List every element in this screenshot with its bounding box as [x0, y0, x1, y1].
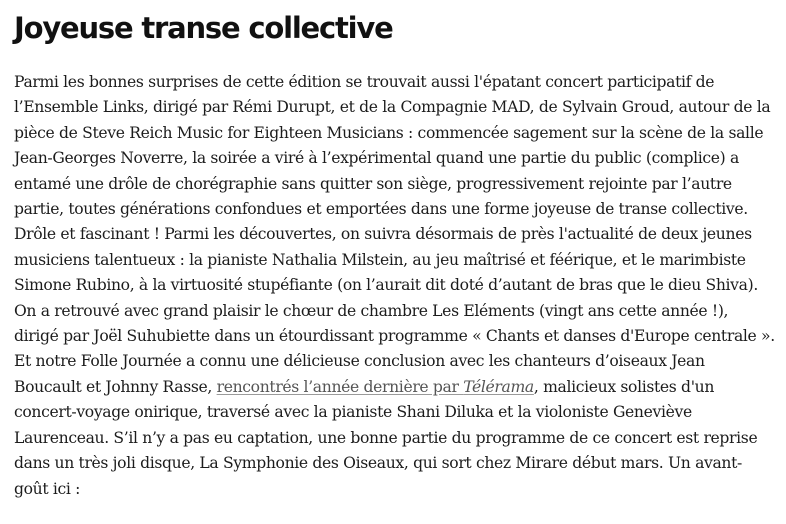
article: [14, 8, 776, 502]
paragraph-text-after-link: , malicieux solistes d'un concert-voyage onirique, traversé avec la pianiste Shani Diluka et la violoniste Geneviève Laurenceau. S’il n’y a pas eu captation, une bonne partie du programme de ce concert est reprise dans un très joli disque, La Symphonie des Oiseaux, qui sort chez Mirare début mars. Un avant-goût ici :: [14, 377, 758, 498]
link-text: rencontrés l’année dernière par: [216, 377, 464, 396]
paragraph-text-before-link: Parmi les bonnes surprises de cette édition se trouvait aussi l'épatant concert participatif de l’Ensemble Links, dirigé par Rémi Durupt, et de la Compagnie MAD, de Sylvain Groud, autour de la pièce de Steve Reich Music for Eighteen Musicians : commencée sagement sur la scène de la salle Jean-Georges Noverre, la soirée a viré à l’expérimental quand une partie du public (complice) a entamé une drôle de chorégraphie sans quitter son siège, progressivement rejointe par l’autre partie, toutes générations confondues et emportées dans une forme joyeuse de transe collective. Drôle et fascinant ! Parmi les découvertes, on suivra désormais de près l'actualité de deux jeunes musiciens talentueux : la pianiste Nathalia Milstein, au jeu maîtrisé et féérique, et le marimbiste Simone Rubino, à la virtuosité stupéfiante (on l’aurait dit doté d’autant de bras que le dieu Shiva). On a retrouvé avec grand plaisir le chœur de chambre Les Eléments (vingt ans cette année !), dirigé par Joël Suhubiette dans un étourdissant programme « Chants et danses d'Europe centrale ». Et notre Folle Journée a connu une délicieuse conclusion avec les chanteurs d’oiseaux Jean Boucault et Johnny Rasse,: [14, 73, 775, 396]
link-emphasis: Télérama: [463, 377, 534, 396]
article-paragraph: [14, 70, 776, 502]
section-heading: Joyeuse transe collective: [14, 11, 393, 45]
telerama-article-link[interactable]: [217, 378, 534, 396]
